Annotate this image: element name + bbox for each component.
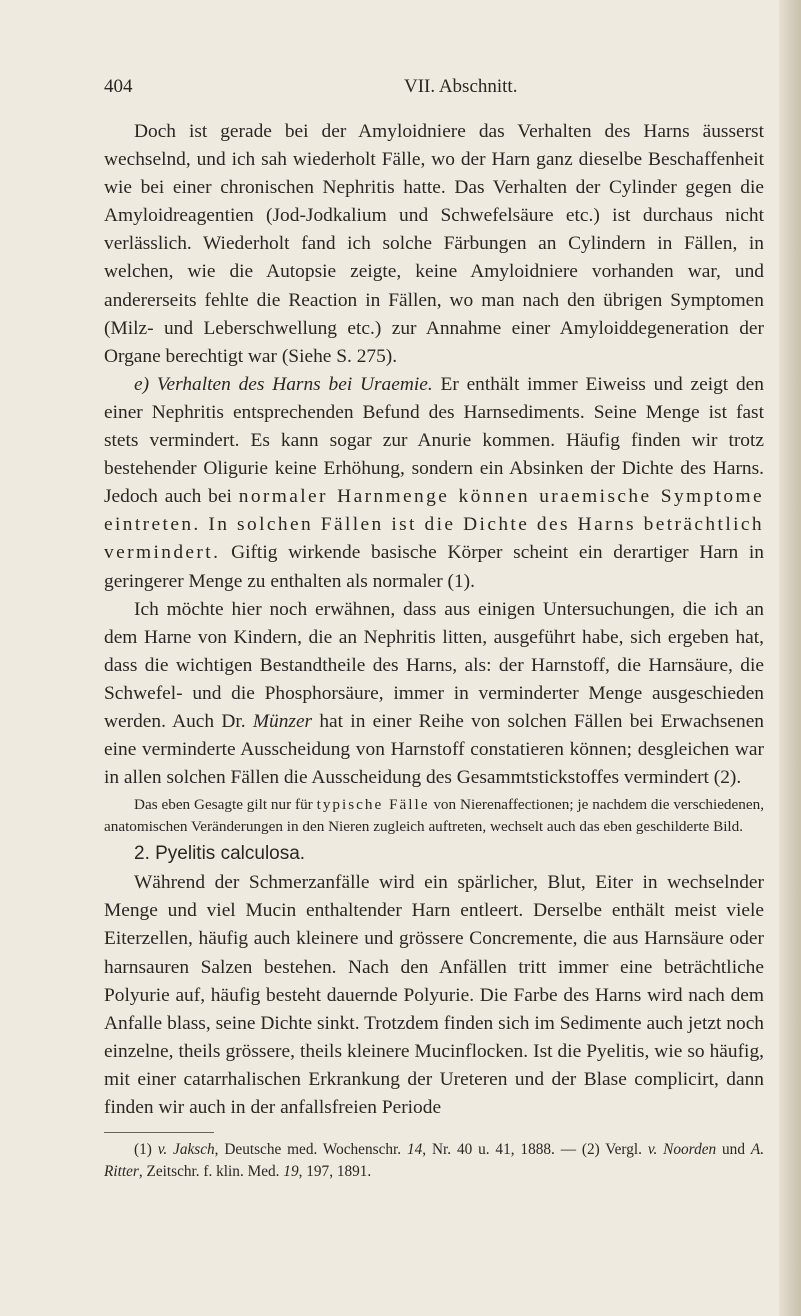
kinder-text-2: hat in einer Reihe von solchen Fällen bei Erwachsenen eine verminderte Ausscheidung von Harnstoff constatieren können; desgleichen war in allen solchen Fällen die Ausscheidung des Gesammtstickstoffes vermindert (2). [104,710,764,789]
note-emphasis: typische Fälle [316,796,430,814]
subsection-heading-uraemie: e) Verhalten des Harns bei Uraemie. [134,373,433,395]
uraemie-text-1: Er enthält immer Eiweiss und zeigt den einer Nephritis entsprechenden Befund des Harnsediments. Seine Menge ist fast stets vermindert. Es kann sogar zur Anurie kommen. Häufig finden wir trotz bestehender Oligurie keine Erhöhung, sondern ein Absinken der Dichte des Harns. Jedoch auch bei [104,373,764,508]
paragraph-uraemie [104,371,764,596]
footnote-2-author-2: A. Ritter [104,1141,765,1181]
footnote-2-end: , 197, 1891. [298,1163,372,1181]
paragraph-kinder [104,596,764,793]
section-heading-pyelitis: 2. Pyelitis calculosa. [134,843,306,865]
author-muenzer: Münzer [252,710,313,732]
note-text-2: von Nierenaffectionen; je nachdem die verschiedenen, anatomischen Veränderungen in den Nieren zugleich auftreten, wechselt auch das eben geschilderte Bild. [104,796,764,835]
footnote-2-volume: 19 [283,1163,299,1181]
page-number: 404 [104,76,133,97]
kinder-text-1: Ich möchte hier noch erwähnen, dass aus einigen Untersuchungen, die ich an dem Harne von Kindern, die an Nephritis litten, ausgeführt habe, sich ergeben hat, dass die wichtigen Bestandtheile des Harns, als: der Harnstoff, die Harnsäure, die Schwefel- und die Phosphorsäure, immer in verminderter Menge ausgeschieden werden. Auch Dr. [104,598,764,732]
footnote-1-journal: , Deutsche med. Wochenschr. [214,1141,407,1159]
footnote-1-volume: 14 [406,1141,423,1159]
paragraph-amyloid: Doch ist gerade bei der Amyloidniere das Verhalten des Harns äusserst wechselnd, und ich sah wiederholt Fälle, wo der Harn ganz dieselbe Beschaffenheit wie bei einer chronischen Nephritis hatte. Das Verhalten der Cylinder gegen die Amyloidreagentien (Jod-Jodkalium und Schwefelsäure etc.) ist durchaus nicht verlässlich. Wiederholt fand ich solche Färbungen an Cylindern in Fällen, in welchen, wie die Autopsie zeigte, keine Amyloidniere vorhanden war, und andererseits fehlte die Reaction in Fällen, wo man nach den übrigen Symptomen (Milz- und Leberschwellung etc.) zur Annahme einer Amyloiddegeneration der Organe berechtigt war (Siehe S. 275). [104,121,764,367]
uraemie-emphasis: normaler Harnmenge können uraemische Symptome eintreten. In solchen Fällen ist die Dichte des Harns beträchtlich vermindert. [104,486,764,564]
uraemie-text-2: Giftig wirkende basische Körper scheint ein derartiger Harn in geringerer Menge zu enthalten als normaler (1). [104,542,764,592]
footnote-1-end: , Nr. 40 u. 41, 1888. — (2) Vergl. [422,1141,648,1159]
page-body [104,118,764,1183]
page-edge-shadow [779,0,801,1316]
page-header [104,76,764,100]
footnote-1-author: v. Jaksch [157,1141,215,1159]
footnote-2-author-1: v. Noorden [647,1141,717,1159]
running-title: VII. Abschnitt. [404,76,518,97]
footnotes [104,1139,764,1183]
footnote-2-und: und [716,1141,751,1159]
footnote-1-marker: (1) [134,1141,158,1159]
paragraph-pyelitis: Während der Schmerzanfälle wird ein spärlicher, Blut, Eiter in wechselnder Menge und viel Mucin enthaltender Harn entleert. Derselbe enthält meist viele Eiterzellen, häufig auch kleinere und grössere Concremente, die aus Harnsäure oder harnsauren Salzen bestehen. Nach den Anfällen tritt immer eine beträchtliche Polyurie auf, häufig besteht dauernde Polyurie. Die Farbe des Harns wird nach dem Anfalle blass, seine Dichte sinkt. Trotzdem finden sich im Sedimente auch jetzt noch einzelne, theils grössere, theils kleinere Mucinflocken. Ist die Pyelitis, wie so häufig, mit einer catarrhalischen Erkrankung der Ureteren und der Blase complicirt, dann finden wir auch in der anfallsfreien Periode [104,872,764,1118]
footnote-2-journal: , Zeitschr. f. klin. Med. [138,1163,284,1181]
note-text-1: Das eben Gesagte gilt nur für [134,796,317,814]
small-print-note [104,794,764,837]
footnote-divider [104,1132,214,1133]
